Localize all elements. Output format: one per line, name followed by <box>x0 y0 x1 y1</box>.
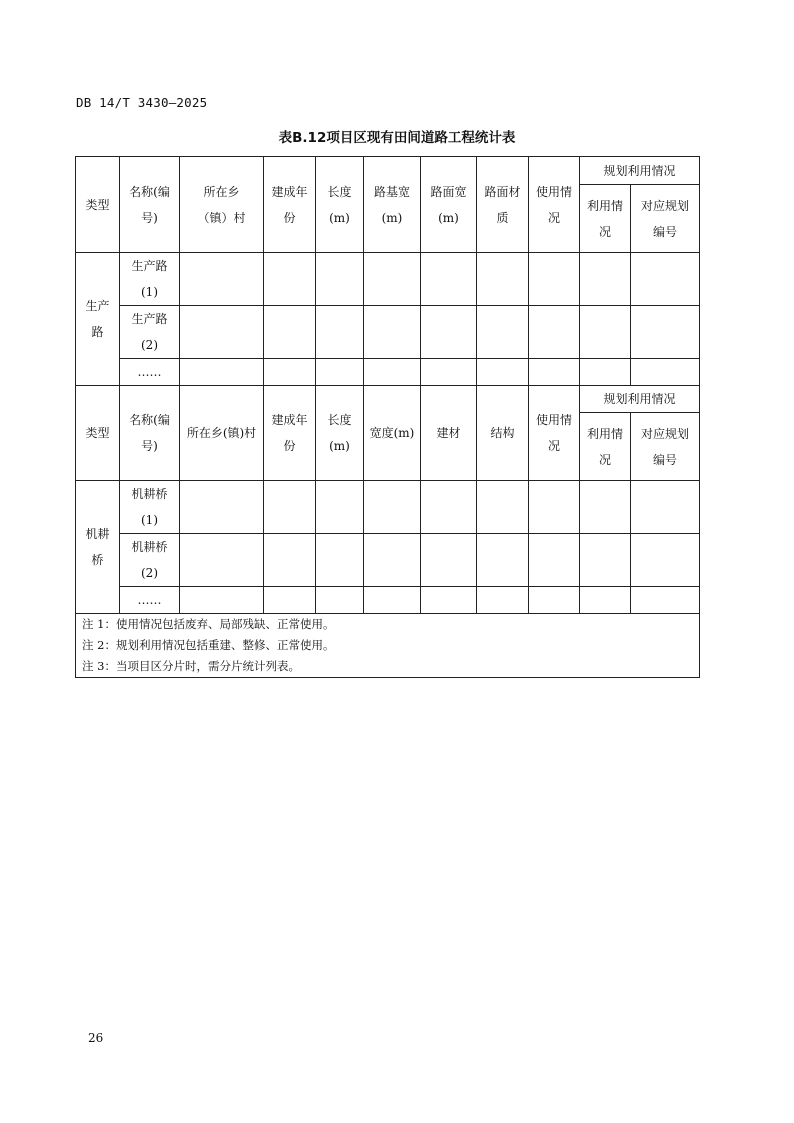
row-name: 机耕桥 (1) <box>120 481 180 534</box>
header-surface-width: 路面宽 (m) <box>421 157 477 253</box>
table-row <box>76 481 700 534</box>
table-title: 表B.12项目区现有田间道路工程统计表 <box>278 130 516 146</box>
standard-code: DB 14/T 3430—2025 <box>76 95 208 110</box>
header-surface-material: 路面材 质 <box>477 157 529 253</box>
header-length: 长度 (m) <box>316 157 364 253</box>
header-plan-use: 利用情 况 <box>580 185 631 253</box>
table-row <box>76 587 700 614</box>
header-structure: 结构 <box>477 386 529 481</box>
row-ellipsis: …… <box>120 587 180 614</box>
header-length: 长度 (m) <box>316 386 364 481</box>
header-plan: 规划利用情况 <box>580 157 700 185</box>
table-row <box>76 534 700 587</box>
header-township: 所在乡(镇)村 <box>180 386 264 481</box>
note-1: 注 1：使用情况包括废弃、局部残缺、正常使用。 <box>82 617 335 631</box>
row-name: 生产路 (1) <box>120 253 180 306</box>
header-plan-number: 对应规划 编号 <box>631 185 700 253</box>
row-name: 机耕桥 (2) <box>120 534 180 587</box>
header-type: 类型 <box>76 386 120 481</box>
header-year: 建成年 份 <box>264 157 316 253</box>
header-township: 所在乡 （镇）村 <box>180 157 264 253</box>
header-material: 建材 <box>421 386 477 481</box>
row-ellipsis: …… <box>120 359 180 386</box>
header-plan-number: 对应规划 编号 <box>631 413 700 481</box>
header-year: 建成年 份 <box>264 386 316 481</box>
header-name: 名称(编 号) <box>120 157 180 253</box>
header-plan: 规划利用情况 <box>580 386 700 413</box>
header-width: 宽度(m) <box>364 386 421 481</box>
table-notes <box>76 614 700 678</box>
header-subgrade-width: 路基宽 (m) <box>364 157 421 253</box>
header-plan-use: 利用情 况 <box>580 413 631 481</box>
group-type-bridge: 机耕 桥 <box>76 481 120 614</box>
header-type: 类型 <box>76 157 120 253</box>
header-usage: 使用情 况 <box>529 157 580 253</box>
row-name: 生产路 (2) <box>120 306 180 359</box>
note-2: 注 2：规划利用情况包括重建、整修、正常使用。 <box>82 638 335 652</box>
header-name: 名称(编 号) <box>120 386 180 481</box>
note-3: 注 3：当项目区分片时，需分片统计列表。 <box>82 659 300 673</box>
road-engineering-table <box>75 156 700 678</box>
table-row <box>76 306 700 359</box>
group-type-road: 生产 路 <box>76 253 120 386</box>
table-row <box>76 253 700 306</box>
page-number: 26 <box>88 1031 104 1045</box>
header-usage: 使用情 况 <box>529 386 580 481</box>
table-row <box>76 359 700 386</box>
